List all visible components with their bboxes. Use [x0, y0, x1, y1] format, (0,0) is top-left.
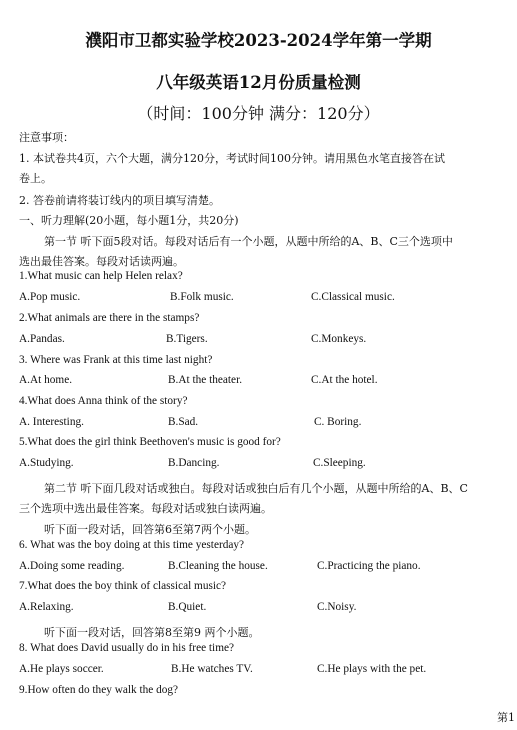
- question-5-option-a: A.Studying.: [19, 457, 74, 469]
- question-1-option-b: B.Folk music.: [170, 291, 234, 303]
- question-8-option-c: C.He plays with the pet.: [317, 663, 427, 675]
- question-2-option-a: A.Pandas.: [19, 333, 65, 345]
- section2-instruction-1: 第二节 听下面几段对话或独白。每段对话或独白后有几个小题，从题中所给的A、B、C: [44, 482, 468, 495]
- question-6-option-c: C.Practicing the piano.: [317, 560, 421, 572]
- question-8-option-a: A.He plays soccer.: [19, 663, 104, 675]
- question-3-option-c: C.At the hotel.: [311, 374, 378, 386]
- question-7-option-a: A.Relaxing.: [19, 601, 74, 613]
- page-number: 第1: [497, 711, 515, 724]
- question-4-option-b: B.Sad.: [168, 416, 199, 428]
- question-8-option-b: B.He watches TV.: [171, 663, 253, 675]
- question-1-option-a: A.Pop music.: [19, 291, 81, 303]
- question-4-option-c: C. Boring.: [314, 416, 362, 428]
- time-score-line: （时间：100分钟 满分：120分）: [137, 104, 380, 123]
- question-9: 9.How often do they walk the dog?: [19, 684, 179, 696]
- question-5: 5.What does the girl think Beethoven's music is good for?: [19, 436, 281, 448]
- question-2-option-c: C.Monkeys.: [311, 333, 367, 345]
- section1-instruction-1: 第一节 听下面5段对话。每段对话后有一个小题，从题中所给的A、B、C三个选项中: [44, 235, 453, 248]
- group-intro-6-7: 听下面一段对话，回答第6至第7两个小题。: [44, 523, 256, 536]
- notice-item-2: 2. 答卷前请将装订线内的项目填写清楚。: [19, 194, 220, 207]
- question-6-option-a: A.Doing some reading.: [19, 560, 125, 572]
- question-7-option-c: C.Noisy.: [317, 601, 357, 613]
- part1-heading: 一、听力理解(20小题，每小题1分，共20分): [19, 214, 239, 227]
- notice-heading: 注意事项：: [19, 131, 74, 144]
- section1-instruction-2: 选出最佳答案。每段对话读两遍。: [19, 255, 184, 268]
- question-6-option-b: B.Cleaning the house.: [168, 560, 268, 572]
- question-7-option-b: B.Quiet.: [168, 601, 207, 613]
- question-3-option-b: B.At the theater.: [168, 374, 243, 386]
- question-4-option-a: A. Interesting.: [19, 416, 84, 428]
- question-8: 8. What does David usually do in his free time?: [19, 642, 235, 654]
- section2-instruction-2: 三个选项中选出最佳答案。每段对话或独白读两遍。: [19, 502, 272, 515]
- question-3: 3. Where was Frank at this time last night?: [19, 354, 213, 366]
- question-1-option-c: C.Classical music.: [311, 291, 395, 303]
- school-title: 濮阳市卫都实验学校2023-2024学年第一学期: [85, 31, 432, 50]
- group-intro-8-9: 听下面一段对话，回答第8至第9 两个小题。: [44, 626, 260, 639]
- question-6: 6. What was the boy doing at this time yesterday?: [19, 539, 245, 551]
- exam-title: 八年级英语12月份质量检测: [156, 73, 361, 92]
- question-4: 4.What does Anna think of the story?: [19, 395, 188, 407]
- question-3-option-a: A.At home.: [19, 374, 73, 386]
- question-2: 2.What animals are there in the stamps?: [19, 312, 200, 324]
- question-2-option-b: B.Tigers.: [166, 333, 208, 345]
- question-1: 1.What music can help Helen relax?: [19, 270, 183, 282]
- notice-item-1: 1. 本试卷共4页，六个大题，满分120分，考试时间100分钟。请用黑色水笔直接答在试: [19, 152, 445, 165]
- question-5-option-b: B.Dancing.: [168, 457, 220, 469]
- question-7: 7.What does the boy think of classical music?: [19, 580, 227, 592]
- question-5-option-c: C.Sleeping.: [313, 457, 366, 469]
- notice-item-1-cont: 卷上。: [19, 172, 52, 185]
